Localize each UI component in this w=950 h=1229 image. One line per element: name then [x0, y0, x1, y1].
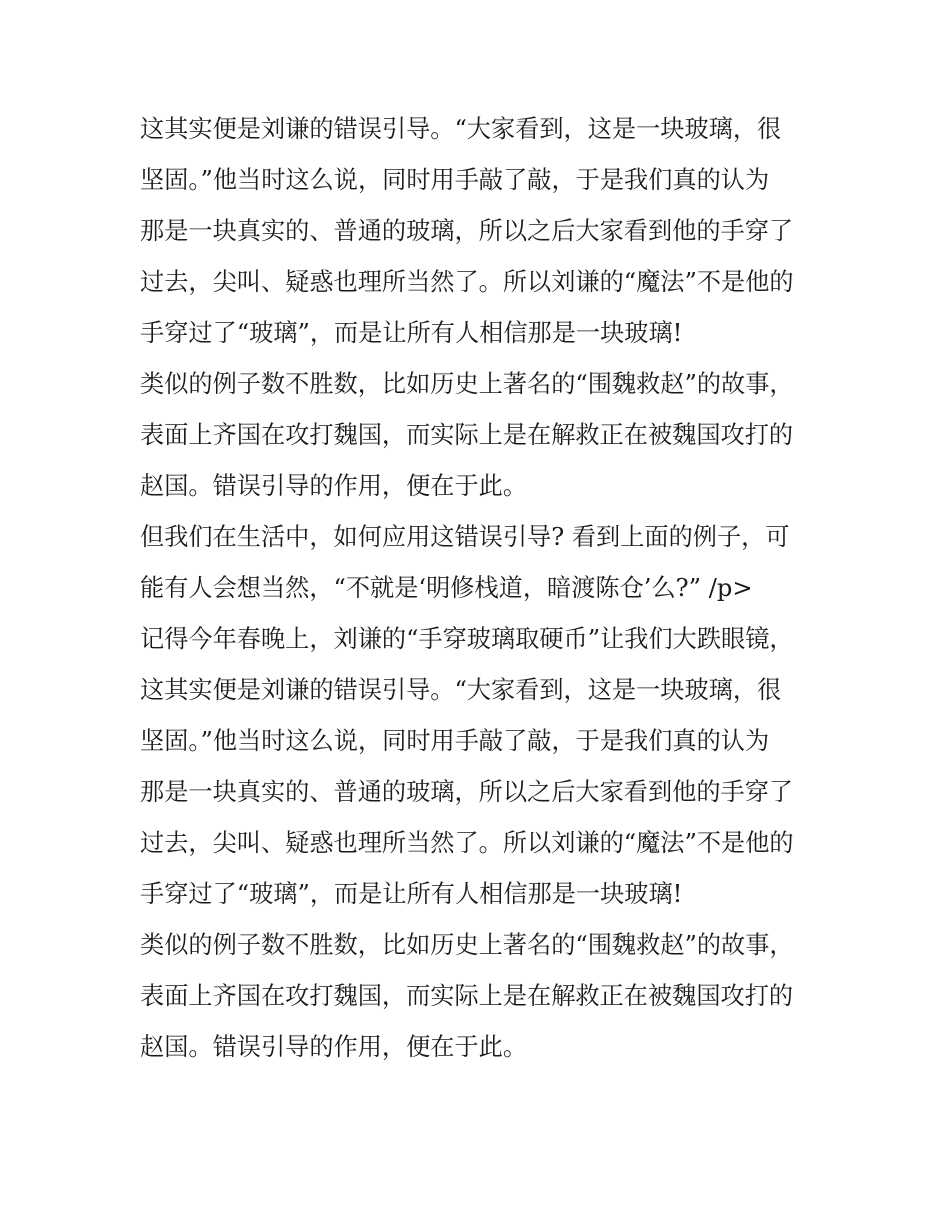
- text-line: 表面上齐国在攻打魏国，而实际上是在解救正在被魏国攻打的: [140, 982, 794, 1010]
- text-line: 类似的例子数不胜数，比如历史上著名的“围魏救赵”的故事，: [140, 931, 794, 959]
- text-line: 过去，尖叫、疑惑也理所当然了。所以刘谦的“魔法”不是他的: [140, 829, 794, 857]
- text-line: 这其实便是刘谦的错误引导。“大家看到，这是一块玻璃，很: [140, 115, 782, 143]
- text-line: 表面上齐国在攻打魏国，而实际上是在解救正在被魏国攻打的: [140, 421, 794, 449]
- text-line: 那是一块真实的、普通的玻璃，所以之后大家看到他的手穿了: [140, 217, 794, 245]
- text-line: 赵国。错误引导的作用，便在于此。: [140, 472, 528, 500]
- text-line: 但我们在生活中，如何应用这错误引导? 看到上面的例子，可: [140, 523, 790, 551]
- text-line: 过去，尖叫、疑惑也理所当然了。所以刘谦的“魔法”不是他的: [140, 268, 794, 296]
- text-line: 能有人会想当然，“不就是‘明修栈道，暗渡陈仓’么?” /p>: [140, 574, 753, 602]
- text-line: 坚固。”他当时这么说，同时用手敲了敲，于是我们真的认为: [140, 727, 770, 755]
- text-line: 那是一块真实的、普通的玻璃，所以之后大家看到他的手穿了: [140, 778, 794, 806]
- text-line: 坚固。”他当时这么说，同时用手敲了敲，于是我们真的认为: [140, 166, 770, 194]
- document-body: [140, 104, 812, 1073]
- text-line: 手穿过了“玻璃”，而是让所有人相信那是一块玻璃!: [140, 319, 683, 347]
- text-line: 记得今年春晚上，刘谦的“手穿玻璃取硬币”让我们大跌眼镜，: [140, 625, 794, 653]
- text-line: 这其实便是刘谦的错误引导。“大家看到，这是一块玻璃，很: [140, 676, 782, 704]
- text-line: 赵国。错误引导的作用，便在于此。: [140, 1033, 528, 1061]
- text-line: 类似的例子数不胜数，比如历史上著名的“围魏救赵”的故事，: [140, 370, 794, 398]
- text-line: 手穿过了“玻璃”，而是让所有人相信那是一块玻璃!: [140, 880, 683, 908]
